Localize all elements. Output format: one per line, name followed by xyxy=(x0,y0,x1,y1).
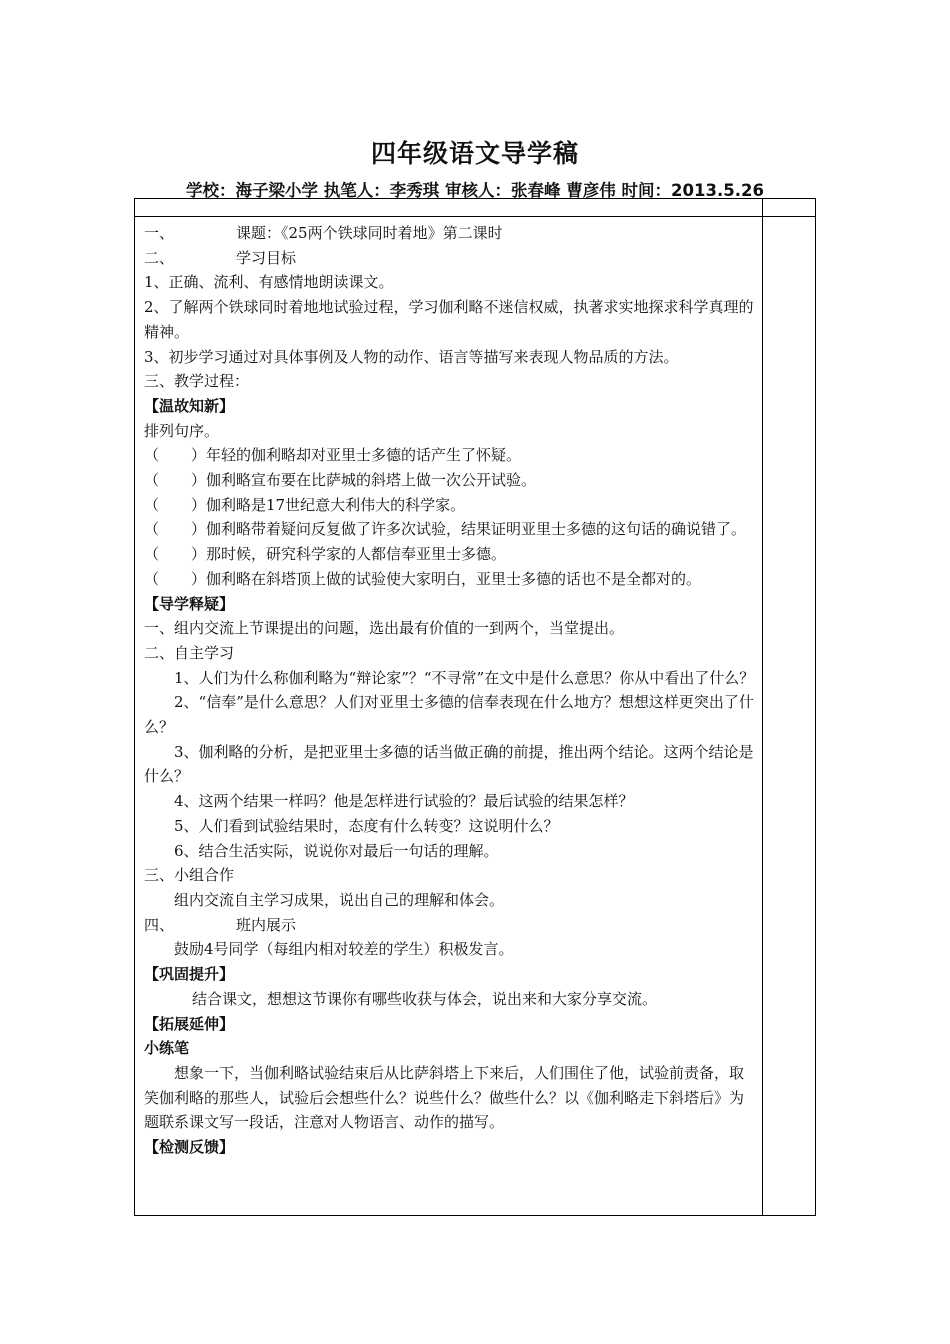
section-process-heading: 三、教学过程： xyxy=(144,372,250,391)
section-goals-heading: 二、 学习目标 xyxy=(144,248,297,267)
sort-instruction: 排列句序。 xyxy=(144,421,220,440)
practice-title: 小练笔 xyxy=(144,1039,190,1058)
study-question: 2、“信奉”是什么意思？人们对亚里士多德的信奉表现在什么地方？想想这样更突出了什么？ xyxy=(144,693,754,737)
study-question: 4、这两个结果一样吗？他是怎样进行试验的？最后试验的结果怎样？ xyxy=(174,792,634,811)
sort-sentence: （ ）伽利略在斜塔顶上做的试验使大家明白，亚里士多德的话也不是全都对的。 xyxy=(144,569,702,588)
study-question: 6、结合生活实际，说说你对最后一句话的理解。 xyxy=(174,841,499,860)
sort-sentence: （ ）那时候，研究科学家的人都信奉亚里士多德。 xyxy=(144,545,507,564)
study-step: 三、小组合作 xyxy=(144,866,235,885)
sort-sentence: （ ）伽利略带着疑问反复做了许多次试验，结果证明亚里士多德的这句话的确说错了。 xyxy=(144,520,747,539)
sort-sentence: （ ）伽利略是17世纪意大利伟大的科学家。 xyxy=(144,495,466,514)
study-question: 5、人们看到试验结果时，态度有什么转变？这说明什么？ xyxy=(174,816,559,835)
heading-extension: 【拓展延伸】 xyxy=(144,1014,235,1033)
table-content-cell xyxy=(144,221,756,1160)
heading-consolidate: 【巩固提升】 xyxy=(144,965,235,984)
goal-item: 2、了解两个铁球同时着地地试验过程，学习伽利略不迷信权威，执著求实地探求科学真理的精神。 xyxy=(144,298,754,341)
table-header-rule xyxy=(135,216,815,217)
goal-item: 3、初步学习通过对具体事例及人物的动作、语言等描写来表现人物品质的方法。 xyxy=(144,347,679,366)
practice-text: 想象一下，当伽利略试验结束后从比萨斜塔上下来后，人们围住了他，试验前责备，取笑伽利略的那些人，试验后会想些什么？说些什么？做些什么？以《伽利略走下斜塔后》为题联系课文写一段话，注意对人物语言、动作的描写。 xyxy=(144,1063,745,1132)
study-question: 3、伽利略的分析，是把亚里士多德的话当做正确的前提，推出两个结论。这两个结论是什么？ xyxy=(144,742,754,786)
study-step: 二、自主学习 xyxy=(144,643,235,662)
document-title: 四年级语文导学稿 xyxy=(370,139,579,168)
table-column-rule xyxy=(762,199,763,1215)
lesson-topic: 一、 课题：《25两个铁球同时着地》第二课时 xyxy=(144,224,503,242)
study-step-detail: 鼓励4号同学（每组内相对较差的学生）积极发言。 xyxy=(174,940,514,959)
heading-feedback: 【检测反馈】 xyxy=(144,1138,235,1157)
study-step: 一、组内交流上节课提出的问题，选出最有价值的一到两个，当堂提出。 xyxy=(144,619,625,638)
consolidate-text: 结合课文，想想这节课你有哪些收获与体会，说出来和大家分享交流。 xyxy=(192,989,658,1008)
goal-item: 1、正确、流利、有感情地朗读课文。 xyxy=(144,273,394,292)
document-meta: 学校：海子梁小学 执笔人：李秀琪 审核人：张春峰 曹彦伟 时间：2013.5.26 xyxy=(186,181,764,200)
heading-guided-study: 【导学释疑】 xyxy=(144,594,235,613)
study-question: 1、人们为什么称伽利略为“辩论家”？“不寻常”在文中是什么意思？你从中看出了什么？ xyxy=(174,668,755,687)
study-step-detail: 组内交流自主学习成果，说出自己的理解和体会。 xyxy=(174,890,505,909)
study-step: 四、 班内展示 xyxy=(144,915,297,934)
worksheet-table xyxy=(134,198,816,1216)
heading-review: 【温故知新】 xyxy=(144,396,235,415)
sort-sentence: （ ）年轻的伽利略却对亚里士多德的话产生了怀疑。 xyxy=(144,446,522,465)
sort-sentence: （ ）伽利略宣布要在比萨城的斜塔上做一次公开试验。 xyxy=(144,471,537,490)
